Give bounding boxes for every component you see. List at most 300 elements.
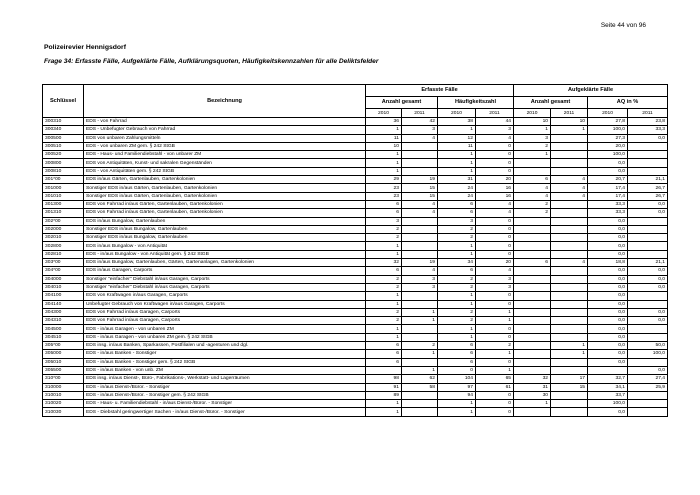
table-row — [43, 167, 668, 175]
row-value: 0,0 — [588, 317, 628, 325]
row-value: 1 — [438, 325, 476, 333]
row-value — [514, 408, 551, 416]
header-cleared-cases: Aufgeklärte Fälle — [514, 85, 668, 97]
row-value: 1 — [438, 292, 476, 300]
row-value — [551, 391, 588, 399]
row-key: 300520 — [43, 151, 84, 159]
row-value: 44 — [476, 118, 514, 126]
row-description: EDS in/aus Gärten, Gartenlauben, Gartenkolonien — [84, 176, 366, 184]
table-row — [43, 209, 668, 217]
row-description: EDS in/aus Garagen, Carports — [84, 267, 366, 275]
row-value: 20,0 — [588, 142, 628, 150]
row-value: 11 — [438, 142, 476, 150]
row-value: 3 — [402, 275, 438, 283]
row-description: EDS - Haus- u. Familiendiebstahl - in/aus Dienst-/Büror. - Sonstiger — [84, 400, 366, 408]
row-key: 300310 — [43, 118, 84, 126]
row-value — [402, 250, 438, 258]
row-description: EDS in/aus Bungalow, Gartenlauben — [84, 217, 366, 225]
row-key: 305010 — [43, 358, 84, 366]
row-description: Sonstiger EDS in/aus Gärten, Gartenlauben, Gartenkolonien — [84, 184, 366, 192]
row-value: 0 — [476, 234, 514, 242]
row-value: 1 — [402, 350, 438, 358]
row-value — [366, 366, 402, 374]
row-value: 19 — [402, 259, 438, 267]
row-value — [628, 151, 668, 159]
row-value — [551, 225, 588, 233]
row-value: 98 — [366, 375, 402, 383]
row-value — [402, 225, 438, 233]
table-row — [43, 217, 668, 225]
row-key: 310010 — [43, 391, 84, 399]
row-value: 6 — [438, 267, 476, 275]
row-value: 0 — [476, 325, 514, 333]
row-value: 100,0 — [588, 151, 628, 159]
row-value: 10 — [514, 118, 551, 126]
row-value: 50,0 — [628, 342, 668, 350]
row-value: 2 — [366, 234, 402, 242]
row-value: 38 — [438, 118, 476, 126]
row-value: 2 — [366, 275, 402, 283]
row-description: EDS - in/aus Dienst-/Büror. - Sonstiger — [84, 383, 366, 391]
row-description: EDS in/aus Bungalow - von Antiquität — [84, 242, 366, 250]
row-value: 1 — [476, 366, 514, 374]
header-recorded-total: Anzahl gesamt — [366, 97, 438, 109]
row-value: 1 — [366, 250, 402, 258]
row-value — [551, 400, 588, 408]
row-description: EDS insg. in/aus Banken, Sparkassen, Postfilialen und -agenturen und dgl. — [84, 342, 366, 350]
row-value: 6 — [366, 350, 402, 358]
table-row — [43, 192, 668, 200]
row-value: 3 — [476, 283, 514, 291]
table-row — [43, 292, 668, 300]
table-row — [43, 342, 668, 350]
row-value: 4 — [476, 209, 514, 217]
row-value: 11 — [366, 134, 402, 142]
row-value: 30 — [514, 391, 551, 399]
table-row — [43, 134, 668, 142]
row-value: 3 — [476, 275, 514, 283]
row-value — [628, 217, 668, 225]
row-value: 0,0 — [628, 200, 668, 208]
row-value: 0,0 — [588, 350, 628, 358]
header-year: 2011 — [628, 109, 668, 118]
row-value: 0 — [476, 242, 514, 250]
row-value — [551, 300, 588, 308]
row-description: Sonstiger "einfacher" Diebstahl in/aus Garagen, Carports — [84, 283, 366, 291]
row-value — [551, 242, 588, 250]
row-key: 304100 — [43, 292, 84, 300]
row-value — [551, 142, 588, 150]
row-value: 62 — [402, 375, 438, 383]
row-value — [551, 366, 588, 374]
row-value: 6 — [366, 209, 402, 217]
row-key: 305500 — [43, 366, 84, 374]
row-value: 6 — [514, 259, 551, 267]
organization-name: Polizeirevier Hennigsdorf — [44, 44, 126, 51]
row-value: 3 — [438, 217, 476, 225]
row-value: 10 — [366, 142, 402, 150]
row-value: 0 — [476, 167, 514, 175]
row-value: 3 — [476, 126, 514, 134]
row-value — [514, 350, 551, 358]
row-value: 16 — [476, 192, 514, 200]
row-value — [402, 400, 438, 408]
row-description: Sonstiger EDS in/aus Gärten, Gartenlauben, Gartenkolonien — [84, 192, 366, 200]
row-description: Sonstiger EDS in/aus Bungalow, Gartenlauben — [84, 225, 366, 233]
row-description: Unbefugter Gebrauch von Kraftwagen in/aus Garagen, Carports — [84, 300, 366, 308]
row-description: EDS - von unbaren ZM gem. § 242 StGB — [84, 142, 366, 150]
row-value: 0 — [476, 142, 514, 150]
row-value: 0,0 — [628, 317, 668, 325]
table-row — [43, 250, 668, 258]
row-value: 0 — [476, 408, 514, 416]
row-value — [628, 142, 668, 150]
table-row — [43, 366, 668, 374]
row-value: 89 — [366, 391, 402, 399]
header-description: Bezeichnung — [84, 85, 366, 118]
table-body — [43, 118, 668, 417]
row-value: 33,3 — [588, 209, 628, 217]
row-value — [514, 317, 551, 325]
row-value: 0 — [476, 391, 514, 399]
row-value: 2 — [438, 283, 476, 291]
row-value — [628, 225, 668, 233]
row-value: 0,0 — [628, 209, 668, 217]
row-key: 305*00 — [43, 342, 84, 350]
row-value — [514, 234, 551, 242]
row-value: 2 — [366, 317, 402, 325]
row-value — [402, 167, 438, 175]
table-row — [43, 267, 668, 275]
row-value: 1 — [438, 242, 476, 250]
header-year: 2010 — [366, 109, 402, 118]
row-value — [551, 283, 588, 291]
row-value: 4 — [514, 184, 551, 192]
row-value: 6 — [366, 342, 402, 350]
row-value: 6 — [438, 342, 476, 350]
row-value: 0 — [476, 225, 514, 233]
row-key: 304*00 — [43, 267, 84, 275]
row-key: 304300 — [43, 308, 84, 316]
table-row — [43, 159, 668, 167]
row-value — [514, 275, 551, 283]
row-value: 0,0 — [588, 325, 628, 333]
header-cleared-total: Anzahl gesamt — [514, 97, 588, 109]
row-value — [551, 159, 588, 167]
row-value: 0 — [476, 250, 514, 258]
header-year: 2010 — [588, 109, 628, 118]
row-value: 58 — [402, 383, 438, 391]
header-year: 2011 — [476, 109, 514, 118]
row-value: 6 — [366, 267, 402, 275]
row-description: EDS - in/aus Banken - von unb. ZM — [84, 366, 366, 374]
row-value — [551, 217, 588, 225]
row-value: 4 — [402, 209, 438, 217]
table-row — [43, 242, 668, 250]
row-value: 0 — [476, 333, 514, 341]
row-value: 94 — [438, 391, 476, 399]
row-value — [402, 217, 438, 225]
row-value: 32 — [514, 375, 551, 383]
row-value — [551, 200, 588, 208]
row-value: 17,4 — [588, 184, 628, 192]
row-description: EDS in/aus Bungalow, Gartenlauben, Gärten, Gartenanlagen, Gartenkolonien — [84, 259, 366, 267]
row-value — [628, 325, 668, 333]
row-description: EDS - in/aus Bungalow - von Antiquität gem. § 242 StGB — [84, 250, 366, 258]
row-description: EDS - Unbefugter Gebrauch von Fahrrad — [84, 126, 366, 134]
table-row — [43, 283, 668, 291]
row-value: 4 — [551, 192, 588, 200]
row-value: 4 — [402, 200, 438, 208]
row-value: 104 — [438, 375, 476, 383]
row-value: 1 — [366, 151, 402, 159]
row-value: 27,3 — [588, 134, 628, 142]
row-value: 6 — [438, 209, 476, 217]
row-value: 4 — [402, 134, 438, 142]
table-row — [43, 350, 668, 358]
row-value — [551, 250, 588, 258]
row-value — [514, 325, 551, 333]
row-value — [402, 292, 438, 300]
row-value: 6 — [514, 176, 551, 184]
row-value: 1 — [366, 300, 402, 308]
row-value: 1 — [402, 308, 438, 316]
row-value: 1 — [438, 151, 476, 159]
row-value: 1 — [551, 126, 588, 134]
row-value: 4 — [476, 134, 514, 142]
row-value: 1 — [366, 126, 402, 134]
row-value: 4 — [551, 176, 588, 184]
table-row — [43, 308, 668, 316]
row-description: EDS von Fahrrad in/aus Gärten, Gartenlauben, Gartenkolonien — [84, 200, 366, 208]
row-key: 305000 — [43, 350, 84, 358]
row-value: 2 — [438, 317, 476, 325]
row-value: 24 — [438, 192, 476, 200]
row-value: 0,0 — [588, 217, 628, 225]
row-value — [402, 242, 438, 250]
row-value: 4 — [476, 200, 514, 208]
row-value: 1 — [366, 333, 402, 341]
row-value — [551, 408, 588, 416]
row-value: 16 — [476, 184, 514, 192]
header-key: Schlüssel — [43, 85, 84, 118]
row-key: 300340 — [43, 126, 84, 134]
row-value — [628, 358, 668, 366]
row-value: 3 — [366, 217, 402, 225]
row-key: 300500 — [43, 134, 84, 142]
row-value — [514, 333, 551, 341]
row-value: 6 — [366, 200, 402, 208]
row-description: EDS - in/aus Garagen - von unbaren ZM — [84, 325, 366, 333]
row-value: 29 — [366, 176, 402, 184]
row-description: Sonstiger EDS in/aus Bungalow, Gartenlauben — [84, 234, 366, 242]
row-value: 6 — [438, 350, 476, 358]
row-value: 2 — [366, 225, 402, 233]
row-value: 1 — [366, 242, 402, 250]
row-value: 23 — [366, 192, 402, 200]
row-value: 0,0 — [588, 342, 628, 350]
row-value: 19 — [402, 176, 438, 184]
row-value: 23 — [366, 184, 402, 192]
table-row — [43, 259, 668, 267]
row-description: EDS von Kraftwagen in/aus Garagen, Carports — [84, 292, 366, 300]
row-key: 302000 — [43, 225, 84, 233]
row-value: 2 — [438, 308, 476, 316]
row-key: 304000 — [43, 275, 84, 283]
row-value — [551, 358, 588, 366]
header-year: 2011 — [402, 109, 438, 118]
row-value: 33,3 — [588, 200, 628, 208]
row-key: 304140 — [43, 300, 84, 308]
row-key: 303*00 — [43, 259, 84, 267]
row-value: 4 — [402, 267, 438, 275]
row-value: 0 — [476, 358, 514, 366]
row-key: 302800 — [43, 242, 84, 250]
row-value: 32,7 — [588, 375, 628, 383]
row-value: 1 — [366, 325, 402, 333]
row-value — [551, 275, 588, 283]
row-value — [402, 159, 438, 167]
row-key: 310000 — [43, 383, 84, 391]
row-value: 1 — [438, 126, 476, 134]
row-value — [514, 308, 551, 316]
row-value: 17 — [551, 375, 588, 383]
table-row — [43, 200, 668, 208]
row-value: 0,0 — [628, 366, 668, 374]
row-value: 4 — [514, 192, 551, 200]
row-value: 36 — [366, 118, 402, 126]
row-description: EDS insg. in/aus Dienst-, Büro-, Fabrikations-, Werkstatt- und Lagerräumen — [84, 375, 366, 383]
row-value: 1 — [402, 366, 438, 374]
row-value: 0 — [476, 217, 514, 225]
row-key: 300810 — [43, 167, 84, 175]
row-value: 1 — [514, 151, 551, 159]
row-value — [514, 250, 551, 258]
statistics-table — [42, 84, 668, 417]
row-value: 0 — [476, 292, 514, 300]
row-value: 1 — [514, 400, 551, 408]
row-value: 0 — [438, 366, 476, 374]
row-value: 2 — [514, 200, 551, 208]
row-value — [628, 391, 668, 399]
row-value: 26,7 — [628, 184, 668, 192]
row-value: 61 — [476, 383, 514, 391]
row-value: 0,0 — [588, 234, 628, 242]
row-value: 0,0 — [628, 134, 668, 142]
row-value: 4 — [476, 267, 514, 275]
row-value: 1 — [438, 408, 476, 416]
row-value: 33,3 — [628, 126, 668, 134]
row-value — [551, 267, 588, 275]
table-row — [43, 142, 668, 150]
row-value: 26,7 — [628, 192, 668, 200]
row-value: 1 — [402, 317, 438, 325]
row-value — [514, 225, 551, 233]
row-value: 15 — [402, 192, 438, 200]
row-value — [628, 242, 668, 250]
row-value: 2 — [476, 342, 514, 350]
row-value: 97 — [438, 383, 476, 391]
row-value: 0,0 — [588, 283, 628, 291]
row-value: 1 — [476, 350, 514, 358]
row-value: 20,7 — [588, 176, 628, 184]
table-row — [43, 126, 668, 134]
row-value: 20 — [476, 176, 514, 184]
row-value: 0,0 — [628, 267, 668, 275]
row-key: 300800 — [43, 159, 84, 167]
table-row — [43, 118, 668, 126]
question-title: Frage 34: Erfasste Fälle, Aufgeklärte Fälle, Aufklärungsquoten, Häufigkeitskennzahlen für alle Deliktsfelder — [44, 58, 379, 65]
row-key: 310030 — [43, 408, 84, 416]
row-value — [514, 300, 551, 308]
row-description: EDS - in/aus Garagen - von unbaren ZM gem. § 242 StGB — [84, 333, 366, 341]
row-value — [628, 250, 668, 258]
row-value: 1 — [366, 400, 402, 408]
row-value — [402, 325, 438, 333]
row-value — [551, 333, 588, 341]
row-value: 1 — [366, 408, 402, 416]
row-value: 23,8 — [628, 118, 668, 126]
row-value — [551, 234, 588, 242]
row-description: Sonstiger "einfacher" Diebstahl in/aus Garagen, Carports — [84, 275, 366, 283]
table-row — [43, 184, 668, 192]
row-value — [551, 151, 588, 159]
row-value — [402, 142, 438, 150]
row-value: 32 — [366, 259, 402, 267]
row-value: 24 — [438, 184, 476, 192]
row-value: 34 — [438, 259, 476, 267]
row-value: 0 — [476, 300, 514, 308]
row-value: 12 — [438, 134, 476, 142]
row-value — [551, 167, 588, 175]
row-value: 2 — [438, 234, 476, 242]
row-description: EDS - Diebstahl geringwertiger Sachen - in/aus Dienst-/Büror. - Sonstiger — [84, 408, 366, 416]
table-row — [43, 234, 668, 242]
row-value — [402, 391, 438, 399]
row-value — [551, 209, 588, 217]
row-value: 27,8 — [588, 118, 628, 126]
row-value — [551, 325, 588, 333]
row-key: 310*00 — [43, 375, 84, 383]
row-value — [551, 292, 588, 300]
table-row — [43, 225, 668, 233]
row-key: 300510 — [43, 142, 84, 150]
row-value: 1 — [438, 400, 476, 408]
row-value: 1 — [438, 159, 476, 167]
table-row — [43, 176, 668, 184]
row-value: 25,9 — [628, 383, 668, 391]
row-value: 2 — [438, 225, 476, 233]
row-value: 0,0 — [588, 275, 628, 283]
row-value — [551, 317, 588, 325]
header-year: 2010 — [438, 109, 476, 118]
table-row — [43, 408, 668, 416]
row-value — [402, 151, 438, 159]
row-value: 3 — [402, 283, 438, 291]
row-value — [402, 333, 438, 341]
row-key: 301000 — [43, 184, 84, 192]
row-description: EDS von unbaren Zahlungsmitteln — [84, 134, 366, 142]
row-value: 3 — [402, 126, 438, 134]
row-description: EDS von Antiquitäten, Kunst- und sakralen Gegenständen — [84, 159, 366, 167]
row-key: 301310 — [43, 209, 84, 217]
row-key: 304510 — [43, 333, 84, 341]
row-value — [628, 333, 668, 341]
row-value: 0 — [476, 400, 514, 408]
row-value — [514, 342, 551, 350]
row-value — [628, 159, 668, 167]
row-key: 304310 — [43, 317, 84, 325]
